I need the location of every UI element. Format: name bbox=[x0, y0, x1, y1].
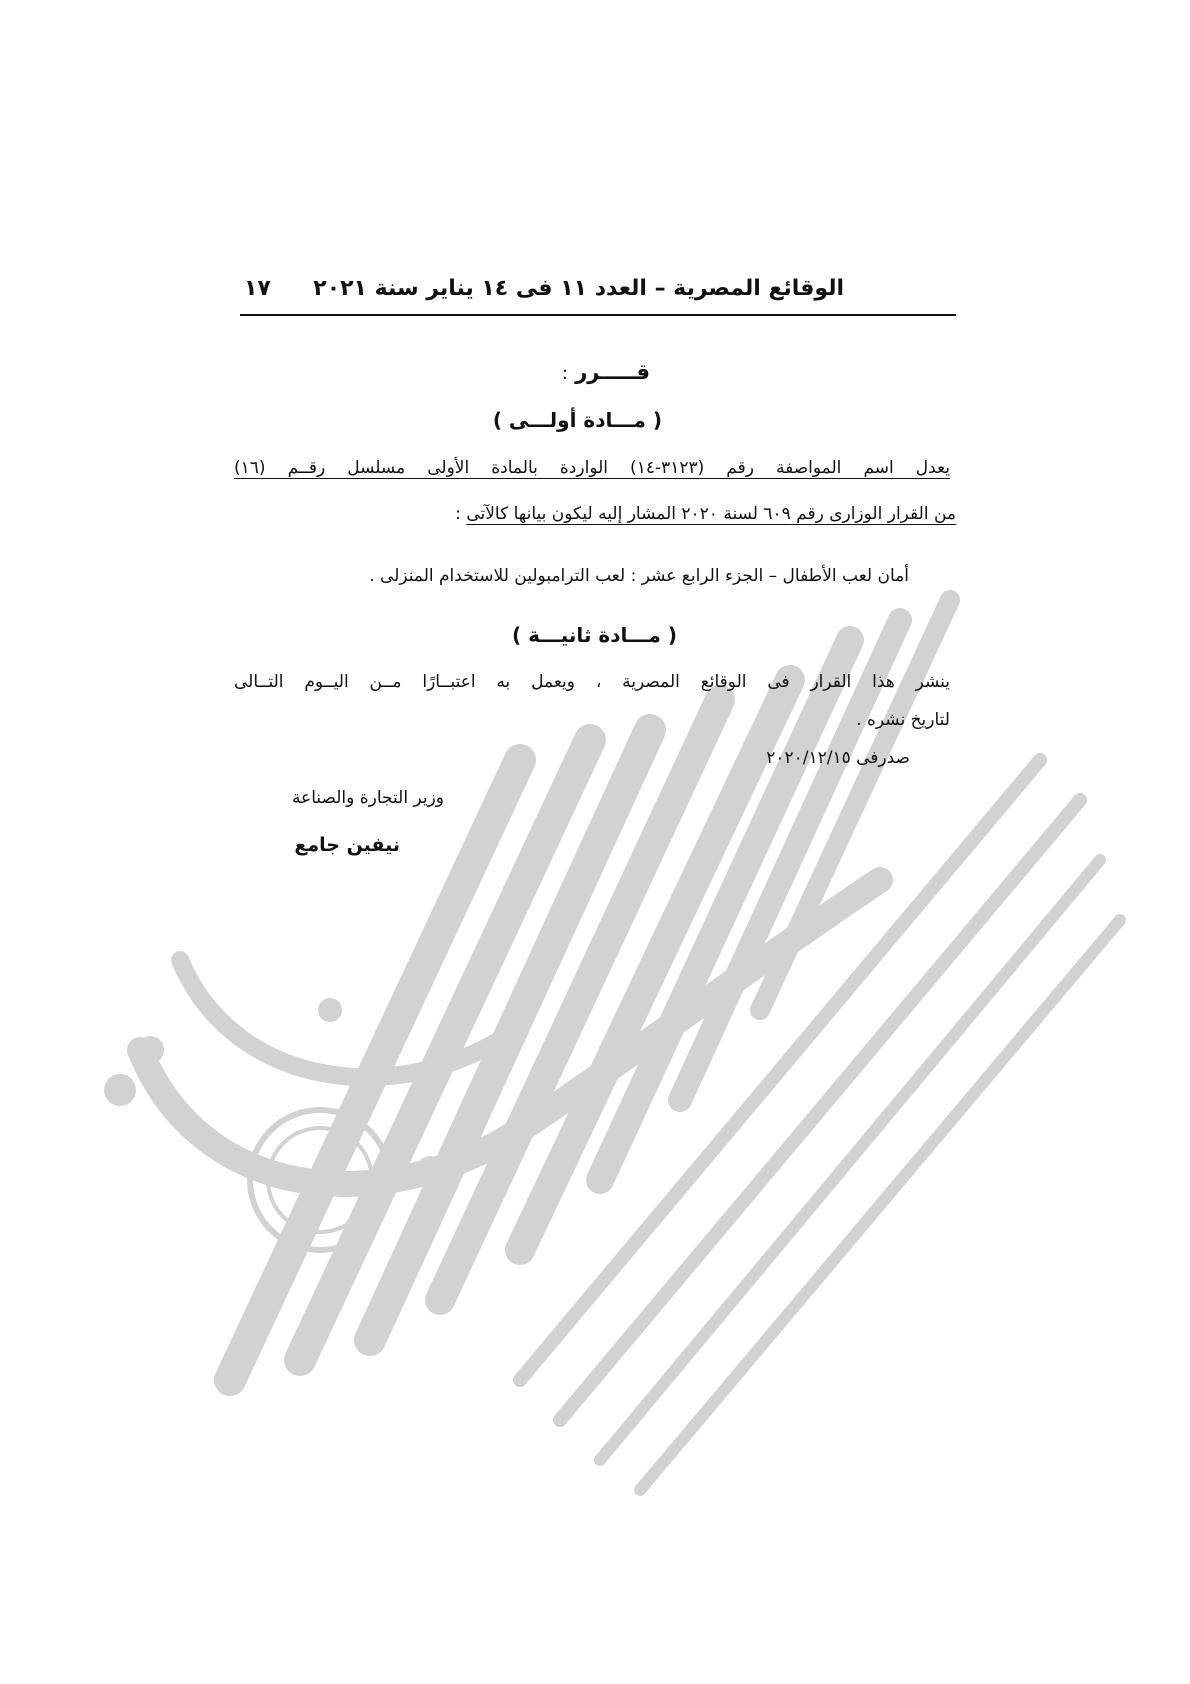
decision-heading-line bbox=[562, 360, 650, 384]
article-two-line-1: ينشر هذا القرار فى الوقائع المصرية ، ويعمل به اعتبــارًا مــن اليــوم التــالى bbox=[234, 672, 950, 692]
article-one-new-name: أمان لعب الأطفال – الجزء الرابع عشر : لعب الترامبولين للاستخدام المنزلى . bbox=[369, 566, 909, 586]
article-one-line-2 bbox=[455, 504, 956, 524]
article-one-line-2-text: من القرار الوزارى رقم ٦٠٩ لسنة ٢٠٢٠ المشار إليه ليكون بيانها كالآتى bbox=[466, 504, 956, 524]
minister-signature-name: نيفين جامع bbox=[294, 834, 400, 856]
article-one-line-1: يعدل اسم المواصفة رقم (٣١٢٣-١٤) الواردة بالمادة الأولى مسلسل رقــم (١٦) bbox=[234, 458, 950, 478]
decision-colon: : bbox=[561, 363, 568, 384]
article-two-line-2: لتاريخ نشره . bbox=[856, 710, 950, 730]
page-header bbox=[240, 268, 956, 316]
minister-title: وزير التجارة والصناعة bbox=[291, 788, 444, 808]
header-title: الوقائع المصرية – العدد ١١ فى ١٤ يناير سنة ٢٠٢١ bbox=[313, 276, 844, 301]
page-number: ١٧ bbox=[244, 276, 271, 301]
article-one-heading: ( مـــادة أولـــى ) bbox=[492, 408, 662, 432]
decision-heading: قـــــرر bbox=[575, 360, 650, 384]
issue-date: صدرفى ٢٠٢٠/١٢/١٥ bbox=[766, 748, 910, 768]
article-one-line-2-colon: : bbox=[455, 504, 467, 524]
article-two-heading: ( مـــادة ثانيـــة ) bbox=[512, 623, 677, 647]
